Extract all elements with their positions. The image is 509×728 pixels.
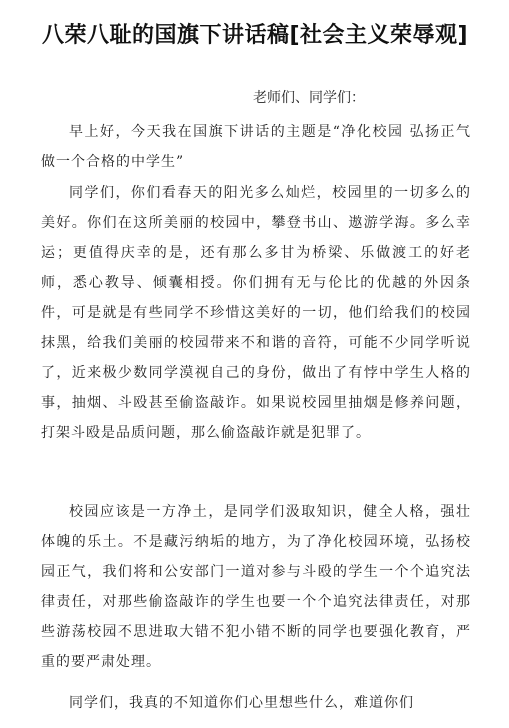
paragraph-campus-purity: 校园应该是一方净土，是同学们汲取知识，健全人格，强壮体魄的乐土。不是藏污纳垢的地方，为了净化校园环境，弘扬校园正气，我们将和公安部门一道对参与斗殴的学生一个个追究法律责任，对那些偷盗敲诈的学生也要一个个追究法律责任，对那些游荡校园不思进取大错不犯小错不断的同学也要强化教育，严重的要严肃处理。	[41, 504, 471, 670]
paragraph-closing: 同学们，我真的不知道你们心里想些什么，难道你们	[69, 695, 414, 711]
document-title: 八荣八耻的国旗下讲话稿[社会主义荣辱观]	[41, 23, 469, 48]
greeting-line: 老师们、同学们：	[253, 90, 365, 106]
paragraph-campus-beauty: 同学们，你们看春天的阳光多么灿烂，校园里的一切多么的美好。你们在这所美丽的校园中，攀登书山、遨游学海。多么幸运；更值得庆幸的是，还有那么多甘为桥梁、乐做渡工的好老师，悉心教导、倾囊相授。你们拥有无与伦比的优越的外因条件，可是就是有些同学不珍惜这美好的一切，他们给我们的校园抹黑，给我们美丽的校园带来不和谐的音符，可能不少同学听说了，近来极少数同学漠视自己的身份，做出了有悖中学生人格的事，抽烟、斗殴甚至偷盗敲诈。如果说校园里抽烟是修养问题，打架斗殴是品质问题，那么偷盗敲诈就是犯罪了。	[41, 185, 471, 441]
paragraph-opening: 早上好，今天我在国旗下讲话的主题是“净化校园 弘扬正气 做一个合格的中学生”	[41, 124, 471, 170]
